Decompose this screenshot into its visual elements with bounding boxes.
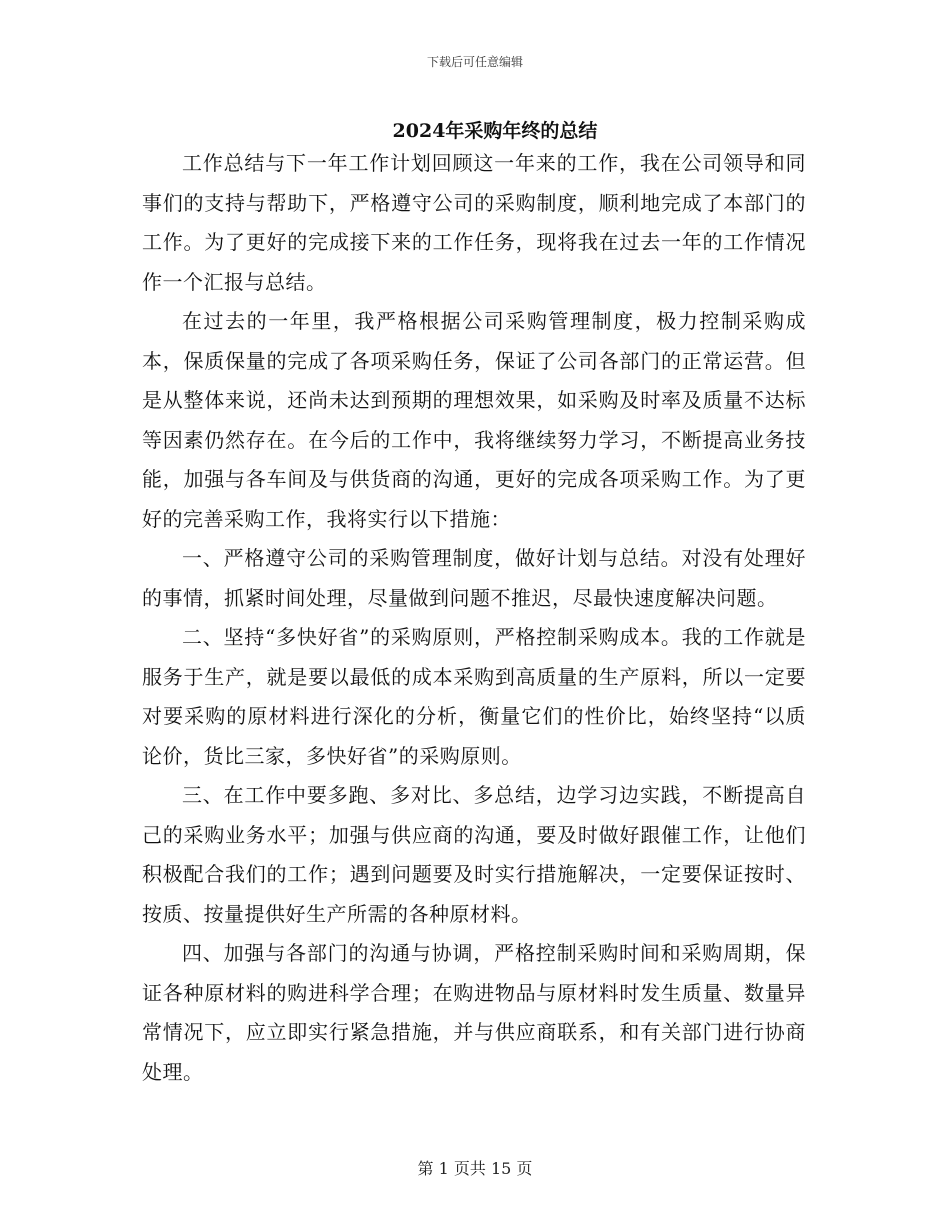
document-body bbox=[142, 144, 806, 1092]
document-title: 2024年采购年终的总结 bbox=[392, 120, 598, 142]
paragraph-measure-3: 三、在工作中要多跑、多对比、多总结，边学习边实践，不断提高自己的采购业务水平；加强与供应商的沟通，要及时做好跟催工作，让他们积极配合我们的工作；遇到问题要及时实行措施解决，一定要保证按时、按质、按量提供好生产所需的各种原材料。 bbox=[142, 783, 806, 926]
page-number: 第 1 页共 15 页 bbox=[417, 1159, 533, 1178]
header-note: 下载后可任意编辑 bbox=[426, 55, 523, 69]
paragraph-intro: 工作总结与下一年工作计划回顾这一年来的工作，我在公司领导和同事们的支持与帮助下，严格遵守公司的采购制度，顺利地完成了本部门的工作。为了更好的完成接下来的工作任务，现将我在过去一年的工作情况作一个汇报与总结。 bbox=[142, 151, 806, 294]
paragraph-measure-4: 四、加强与各部门的沟通与协调，严格控制采购时间和采购周期，保证各种原材料的购进科学合理；在购进物品与原材料时发生质量、数量异常情况下，应立即实行紧急措施，并与供应商联系，和有关部门进行协商处理。 bbox=[142, 941, 806, 1084]
paragraph-review: 在过去的一年里，我严格根据公司采购管理制度，极力控制采购成本，保质保量的完成了各项采购任务，保证了公司各部门的正常运营。但是从整体来说，还尚未达到预期的理想效果，如采购及时率及质量不达标等因素仍然存在。在今后的工作中，我将继续努力学习，不断提高业务技能，加强与各车间及与供货商的沟通，更好的完成各项采购工作。为了更好的完善采购工作，我将实行以下措施： bbox=[142, 309, 806, 531]
paragraph-measure-1: 一、严格遵守公司的采购管理制度，做好计划与总结。对没有处理好的事情，抓紧时间处理，尽量做到问题不推迟，尽最快速度解决问题。 bbox=[142, 546, 806, 610]
paragraph-measure-2: 二、坚持“多快好省”的采购原则，严格控制采购成本。我的工作就是服务于生产，就是要以最低的成本采购到高质量的生产原料，所以一定要对要采购的原材料进行深化的分析，衡量它们的性价比，始终坚持“以质论价，货比三家，多快好省”的采购原则。 bbox=[142, 625, 806, 768]
